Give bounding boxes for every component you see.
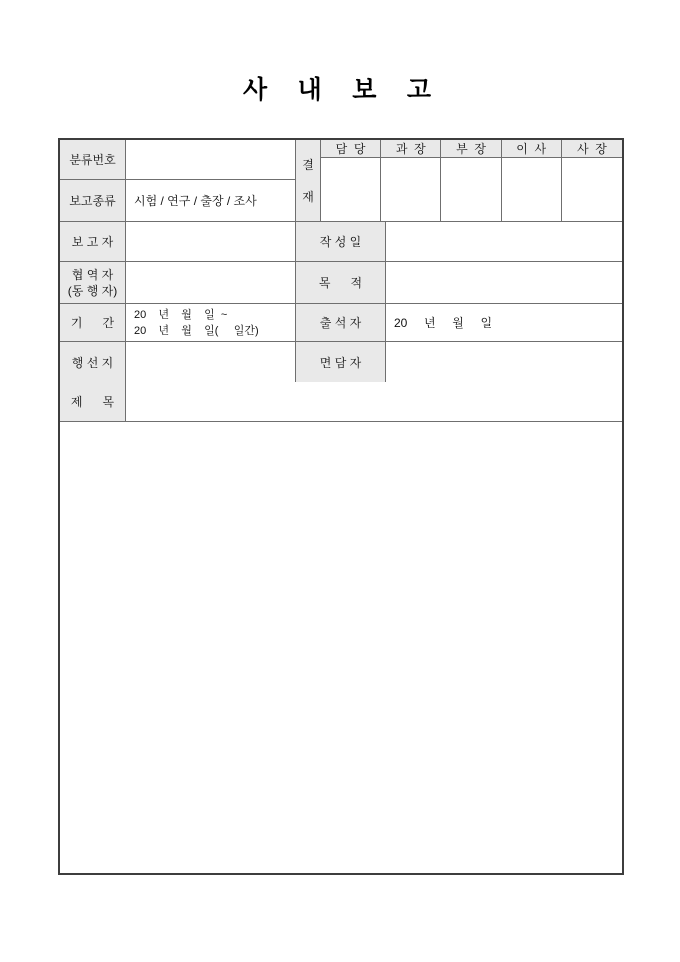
companion-label: [60, 262, 126, 304]
period-field-line2: 20 년 월 일( 일간): [134, 324, 259, 337]
destination-label: 행 선 지: [60, 342, 126, 382]
report-type-label: 보고종류: [60, 180, 126, 221]
top-left-grid: [60, 140, 296, 221]
subject-section: [60, 382, 622, 422]
period-label: 기 간: [60, 304, 126, 342]
internal-report-form: [58, 138, 624, 875]
destination-field[interactable]: [126, 342, 296, 382]
period-field-line1: 20 년 월 일 ~: [134, 308, 228, 321]
subject-field[interactable]: [126, 382, 622, 421]
top-section: [60, 140, 622, 222]
reporter-label: 보 고 자: [60, 222, 126, 262]
companion-label-line2: (동 행 자): [67, 283, 118, 298]
reporter-field[interactable]: [126, 222, 296, 262]
interviewee-field[interactable]: [386, 342, 622, 382]
approval-header-president: 사 장: [562, 140, 622, 158]
attendee-field[interactable]: 20 년 월 일: [386, 304, 622, 342]
approval-stamp-column: [296, 140, 321, 221]
approval-header-section-chief: 과 장: [381, 140, 441, 158]
approval-sign-cell-staff[interactable]: [321, 158, 381, 221]
approval-header-director: 이 사: [502, 140, 562, 158]
classification-field[interactable]: [126, 140, 295, 180]
approval-sign-cell-director[interactable]: [502, 158, 562, 221]
period-field[interactable]: [126, 304, 296, 342]
written-date-label: 작 성 일: [296, 222, 386, 262]
approval-grid: [321, 140, 622, 221]
classification-label: 분류번호: [60, 140, 126, 180]
approval-sign-cell-president[interactable]: [562, 158, 622, 221]
approval-header-staff: 담 당: [321, 140, 381, 158]
companion-field[interactable]: [126, 262, 296, 304]
approval-sign-cell-dept-head[interactable]: [441, 158, 501, 221]
report-type-field[interactable]: 시험 / 연구 / 출장 / 조사: [134, 194, 257, 208]
subject-label: 제 목: [60, 382, 126, 421]
report-body-area[interactable]: [60, 422, 622, 873]
approval-stamp-char-2: 재: [302, 190, 314, 205]
approval-sign-cell-section-chief[interactable]: [381, 158, 441, 221]
approval-header-dept-head: 부 장: [441, 140, 501, 158]
attendee-label: 출 석 자: [296, 304, 386, 342]
page-title: 사 내 보 고: [242, 77, 438, 104]
mid-section: [60, 222, 622, 382]
approval-stamp-char-1: 결: [302, 157, 314, 172]
written-date-field[interactable]: [386, 222, 622, 262]
purpose-field[interactable]: [386, 262, 622, 304]
companion-label-line1: 협 역 자: [71, 267, 114, 282]
interviewee-label: 면 담 자: [296, 342, 386, 382]
purpose-label: 목 적: [296, 262, 386, 304]
